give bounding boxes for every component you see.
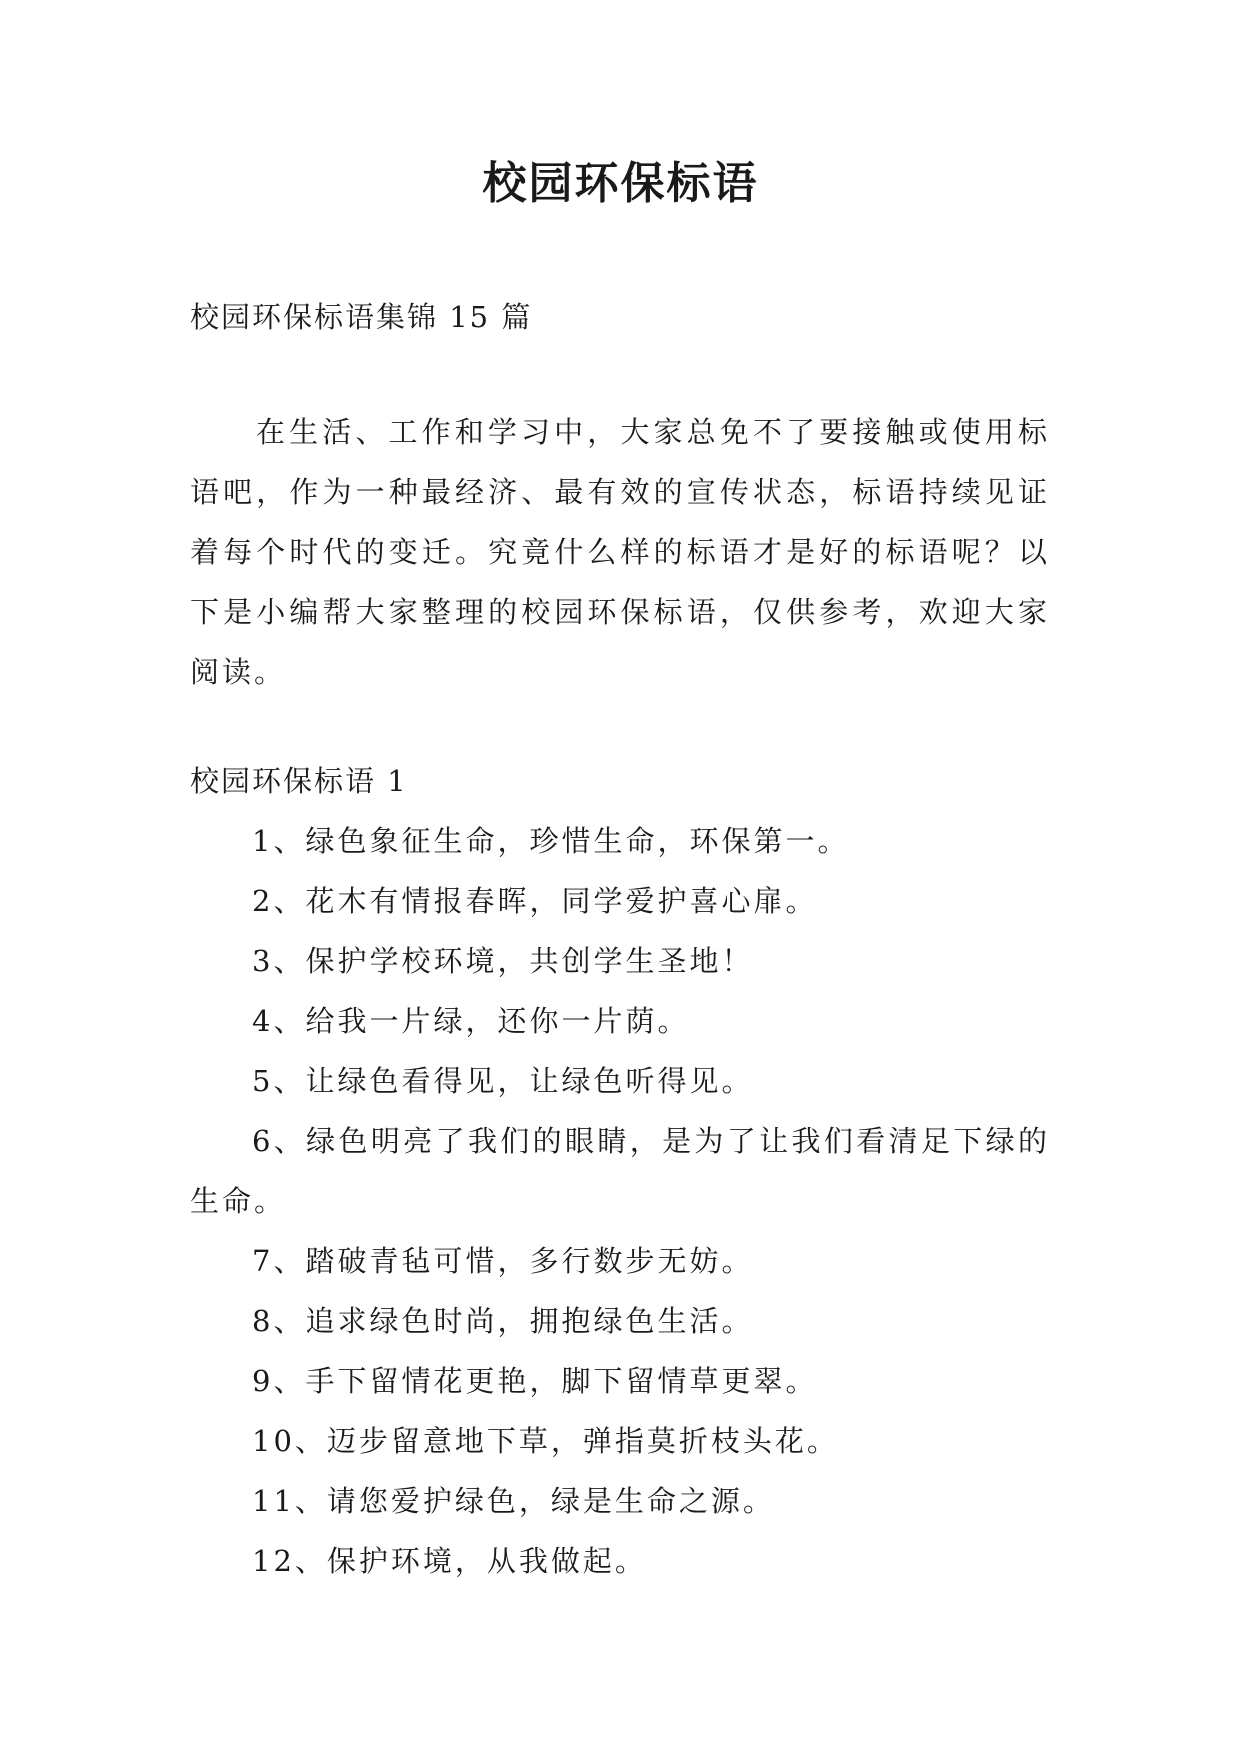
slogan-item: 4、给我一片绿，还你一片荫。: [252, 1004, 690, 1038]
slogan-item: 8、追求绿色时尚，拥抱绿色生活。: [252, 1304, 754, 1338]
section-heading: 校园环保标语 1: [190, 764, 408, 798]
intro-paragraph: 在生活、工作和学习中，大家总免不了要接触或使用标语吧，作为一种最经济、最有效的宣传状态，标语持续见证着每个时代的变迁。究竟什么样的标语才是好的标语呢？以下是小编帮大家整理的校园环保标语，仅供参考，欢迎大家阅读。: [190, 415, 1050, 689]
slogan-item: 10、迈步留意地下草，弹指莫折枝头花。: [252, 1424, 839, 1458]
slogan-list: [190, 811, 1050, 1591]
slogan-item: 9、手下留情花更艳，脚下留情草更翠。: [252, 1364, 818, 1398]
slogan-item: 7、踏破青毡可惜，多行数步无妨。: [252, 1244, 754, 1278]
slogan-item: 12、保护环境，从我做起。: [252, 1544, 647, 1578]
slogan-item: 1、绿色象征生命，珍惜生命，环保第一。: [252, 824, 850, 858]
slogan-item: 2、花木有情报春晖，同学爱护喜心扉。: [252, 884, 818, 918]
document-subtitle: 校园环保标语集锦 15 篇: [190, 300, 533, 334]
slogan-item: 5、让绿色看得见，让绿色听得见。: [252, 1064, 754, 1098]
slogan-item: 3、保护学校环境，共创学生圣地！: [252, 944, 754, 978]
document-title: 校园环保标语: [482, 158, 759, 209]
slogan-item: 6、绿色明亮了我们的眼睛，是为了让我们看清足下绿的生命。: [190, 1124, 1050, 1218]
slogan-item: 11、请您爱护绿色，绿是生命之源。: [252, 1484, 775, 1518]
